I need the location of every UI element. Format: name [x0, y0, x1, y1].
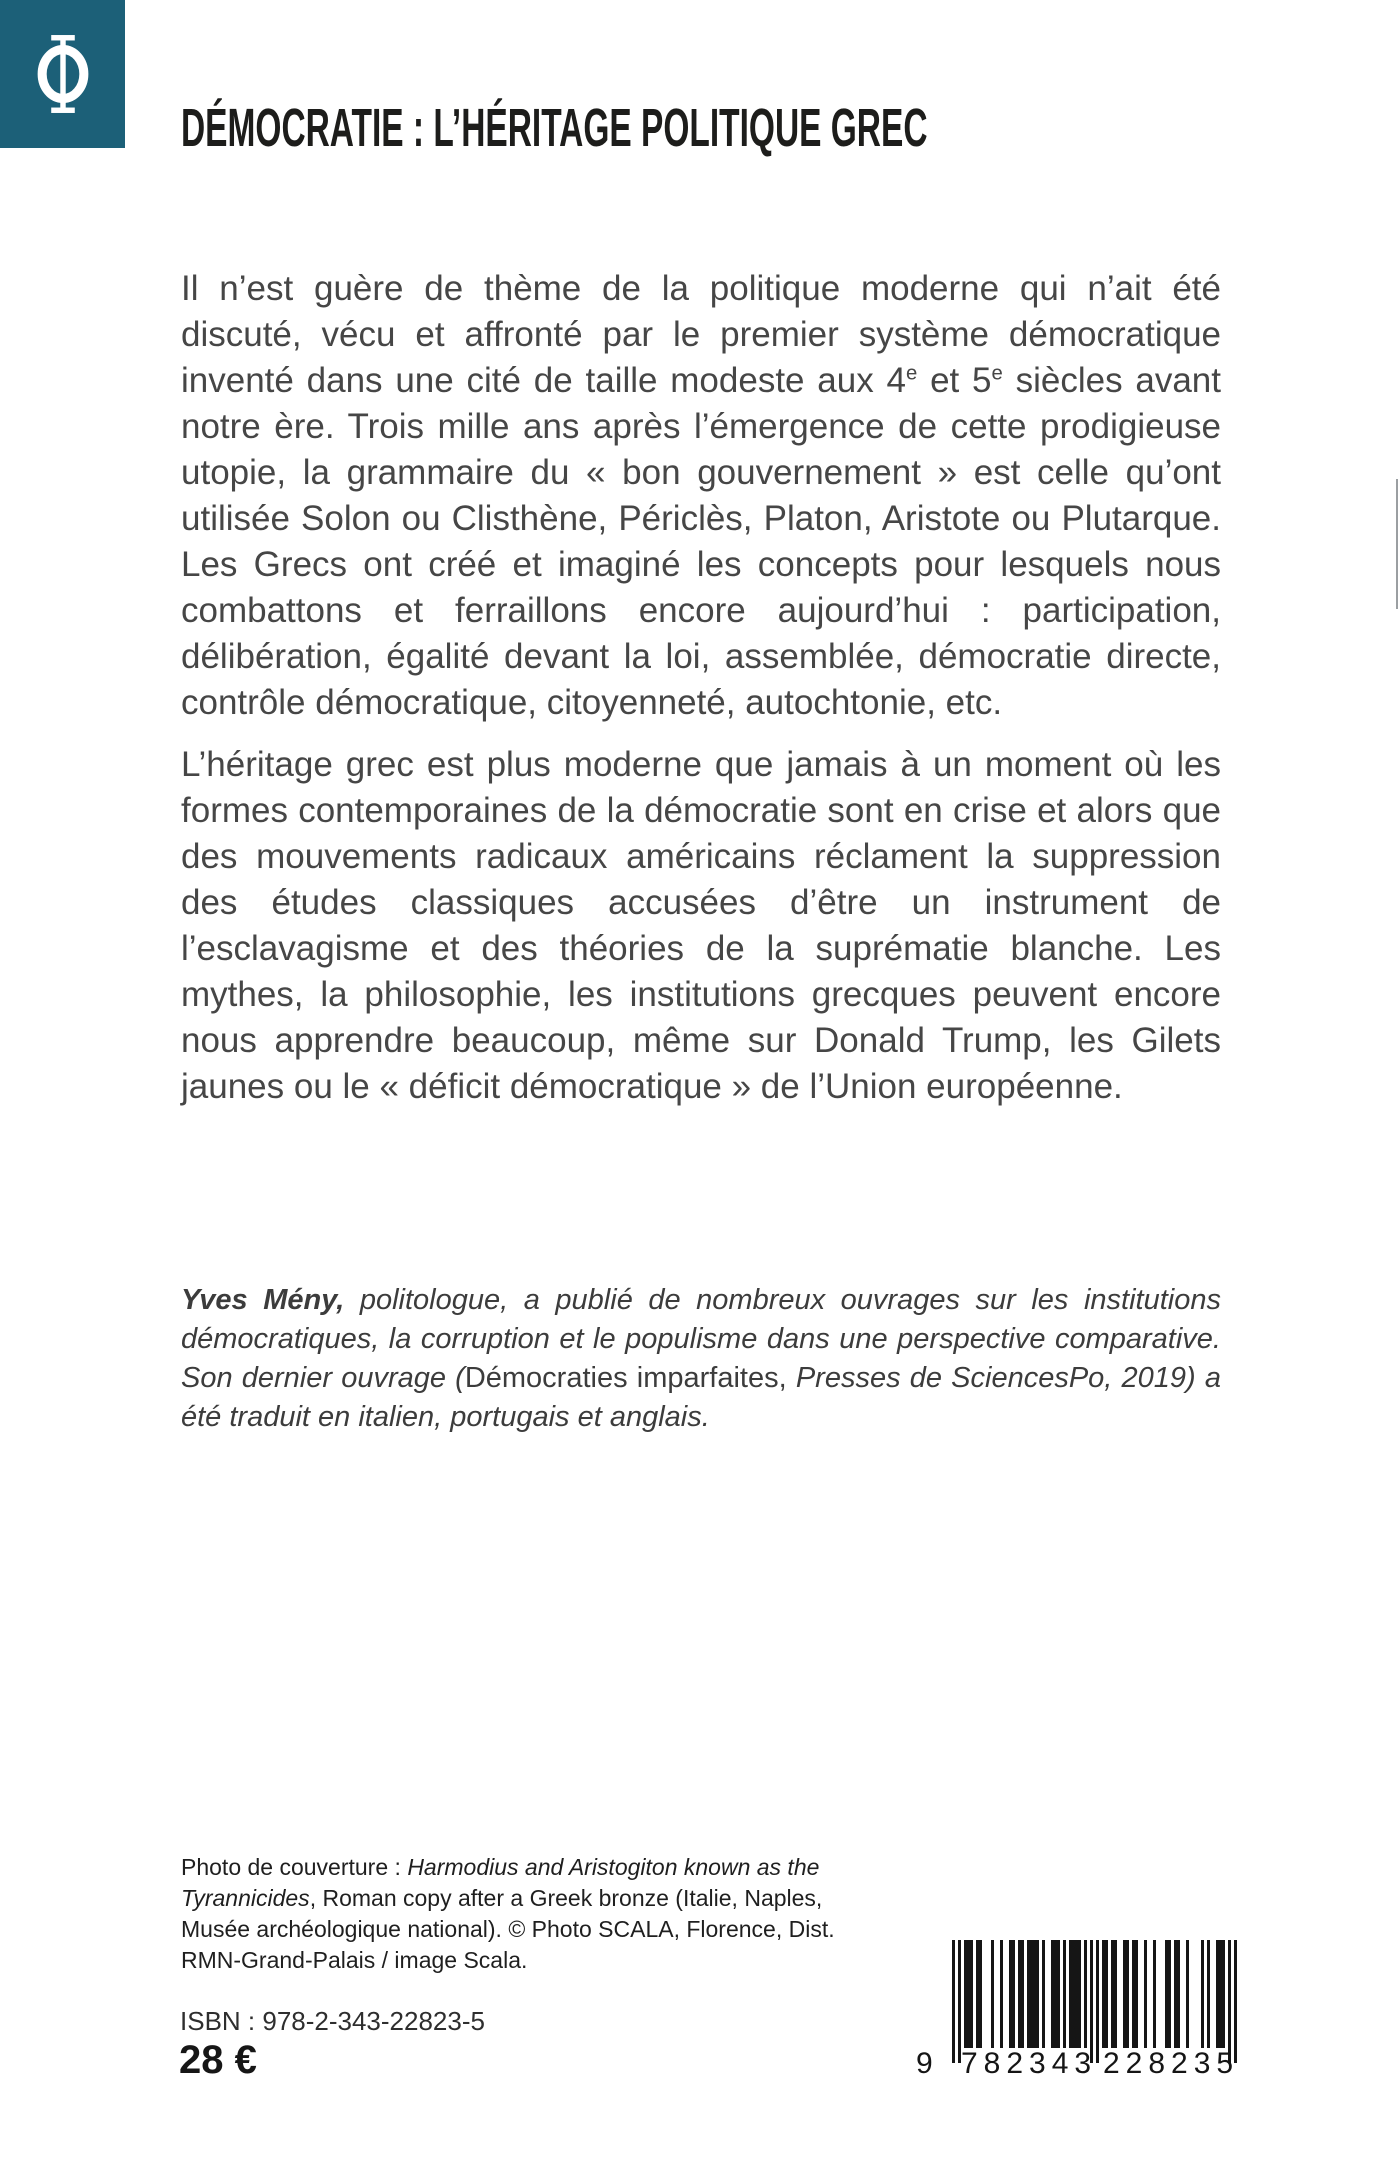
barcode-bar	[1207, 1940, 1210, 2048]
barcode-bar	[1057, 1940, 1060, 2048]
barcode-bar	[1090, 1940, 1093, 2063]
bio-book-title: Démocraties imparfaites,	[464, 1362, 787, 1394]
credit-artwork-title: Harmodius and Aristogiton known as the Tyrannicides	[181, 1854, 820, 1911]
barcode-bar	[1000, 1940, 1003, 2048]
barcode-bar	[1021, 1940, 1024, 2048]
barcode-bars	[952, 1940, 1237, 2063]
synopsis-paragraph-2: L’héritage grec est plus moderne que jamais à un moment où les formes contemporaines de la démocratie sont en crise et alors que des mouvements radicaux américains réclament la suppression des études classiques accusées d’être un instrument de l’esclavagisme et des théories de la suprématie blanche. Les mythes, la philosophie, les institutions grecques peuvent encore nous apprendre beaucoup, même sur Donald Trump, les Gilets jaunes ou le « déficit démocratique » de l’Union européenne.	[181, 745, 1221, 1106]
barcode-bar	[1084, 1940, 1087, 2048]
bio-text: politologue, a publié de nombreux ouvrages sur les institutions démocratiques, la corruption et le populisme dans une perspective comparative. Son dernier ouvrage (	[181, 1284, 1221, 1394]
barcode-digit-first: 9	[916, 2047, 933, 2080]
author-bio	[181, 1281, 1221, 1437]
barcode-bar	[970, 1940, 973, 2048]
ordinal-superscript: e	[906, 362, 918, 385]
photo-credit	[181, 1852, 881, 1976]
barcode-bar	[1177, 1940, 1180, 2048]
scan-edge-artifact	[1396, 479, 1398, 609]
barcode-bar	[1036, 1940, 1039, 2048]
barcode-bar	[1126, 1940, 1129, 2048]
phi-logo-icon	[34, 31, 92, 117]
isbn-number: ISBN : 978-2-343-22823-5	[180, 2006, 485, 2036]
barcode-bar	[1168, 1940, 1171, 2048]
barcode-bar	[1234, 1940, 1237, 2063]
barcode-bar	[1186, 1940, 1189, 2048]
ordinal-superscript: e	[991, 362, 1003, 385]
credit-rest: , Roman copy after a Greek bronze (Italie, Naples, Musée archéologique national). © Photo SCALA, Florence, Dist. RMN-Grand-Palais / image Scala.	[181, 1885, 835, 1973]
barcode-bar	[1135, 1940, 1138, 2048]
synopsis-p1-text: siècles avant notre ère. Trois mille ans après l’émergence de cette prodigieuse utopie, la grammaire du « bon gouvernement » est celle qu’ont utilisée Solon ou Clisthène, Périclès, Platon, Aristote ou Plutarque. Les Grecs ont créé et imaginé les concepts pour lesquels nous combattons et ferraillons encore aujourd’hui : participation, délibération, égalité devant la loi, assemblée, démocratie directe, contrôle démocratique, citoyenneté, autochtonie, etc.	[181, 361, 1221, 722]
barcode-digits-right: 228235	[1103, 2047, 1240, 2080]
bio-text: Presses de SciencesPo, 2019) a été traduit en italien, portugais et anglais.	[181, 1362, 1221, 1433]
barcode-bar	[1063, 1940, 1066, 2048]
barcode-digits-left: 782343	[961, 2047, 1098, 2080]
barcode-bar	[1042, 1940, 1045, 2048]
ean13-barcode	[916, 1940, 1240, 2082]
barcode-bar	[1012, 1940, 1015, 2048]
synopsis-p1-text: Il n’est guère de thème de la politique moderne qui n’ait été discuté, vécu et affronté par le premier système démocratique inventé dans une cité de taille modeste aux 4	[181, 269, 1221, 400]
barcode-bar	[1144, 1940, 1147, 2048]
barcode-bar	[1228, 1940, 1231, 2063]
book-title: DÉMOCRATIE : L’HÉRITAGE POLITIQUE GREC	[181, 98, 928, 158]
credit-prefix: Photo de couverture :	[181, 1854, 408, 1880]
price: 28 €	[179, 2038, 257, 2082]
barcode-bar	[1153, 1940, 1156, 2048]
barcode-bar	[1114, 1940, 1117, 2048]
barcode-bar	[1222, 1940, 1225, 2048]
barcode-bar	[958, 1940, 961, 2063]
publisher-logo	[0, 0, 125, 148]
barcode-bar	[952, 1940, 955, 2063]
barcode-bar	[979, 1940, 982, 2048]
synopsis-paragraph-1	[181, 266, 1221, 726]
barcode-bar	[1078, 1940, 1081, 2048]
author-name: Yves Mény,	[181, 1284, 345, 1316]
barcode-bar	[1201, 1940, 1204, 2048]
barcode-bar	[1105, 1940, 1108, 2048]
synopsis-p1-text: et 5	[917, 361, 992, 400]
barcode-bar	[1096, 1940, 1099, 2063]
barcode-bar	[991, 1940, 994, 2048]
